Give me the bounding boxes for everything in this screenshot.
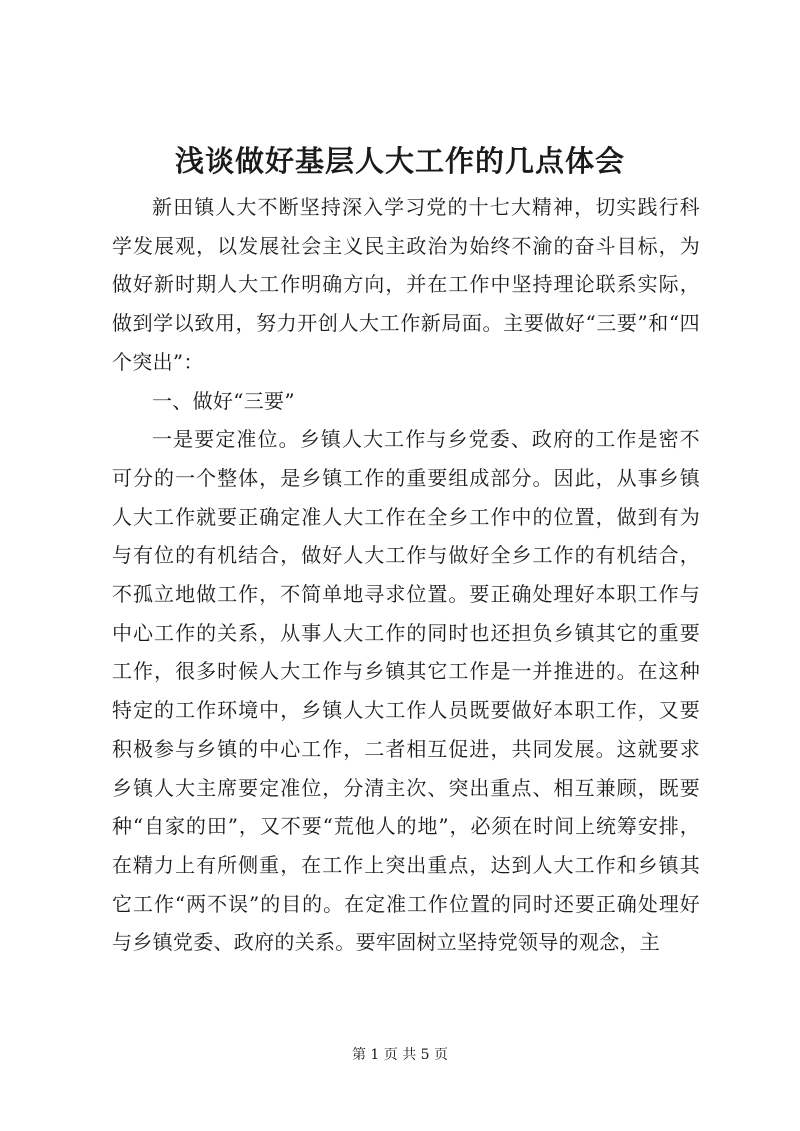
section-heading: 一、做好“三要” [152, 388, 295, 413]
page-footer: 第 1 页 共 5 页 [351, 1047, 449, 1063]
document-body [112, 188, 700, 962]
paragraph-point-one: 一是要定准位。乡镇人大工作与乡党委、政府的工作是密不可分的一个整体，是乡镇工作的重要组成部分。因此，从事乡镇人大工作就要正确定准人大工作在全乡工作中的位置，做到有为与有位的有机结合，做好人大工作与做好全乡工作的有机结合，不孤立地做工作，不简单地寻求位置。要正确处理好本职工作与中心工作的关系，从事人大工作的同时也还担负乡镇其它的重要工作，很多时候人大工作与乡镇其它工作是一并推进的。在这种特定的工作环境中，乡镇人大工作人员既要做好本职工作，又要积极参与乡镇的中心工作，二者相互促进，共同发展。这就要求乡镇人大主席要定准位，分清主次、突出重点、相互兼顾，既要种“自家的田”，又不要“荒他人的地”，必须在时间上统筹安排，在精力上有所侧重，在工作上突出重点，达到人大工作和乡镇其它工作“两不误”的目的。在定准工作位置的同时还要正确处理好与乡镇党委、政府的关系。要牢固树立坚持党领导的观念，主 [112, 427, 700, 955]
document-title: 浅谈做好基层人大工作的几点体会 [174, 144, 625, 178]
paragraph-intro: 新田镇人大不断坚持深入学习党的十七大精神，切实践行科学发展观，以发展社会主义民主政治为始终不渝的奋斗目标，为做好新时期人大工作明确方向，并在工作中坚持理论联系实际，做到学以致用，努力开创人大工作新局面。主要做好“三要”和“四个突出”： [112, 195, 700, 374]
